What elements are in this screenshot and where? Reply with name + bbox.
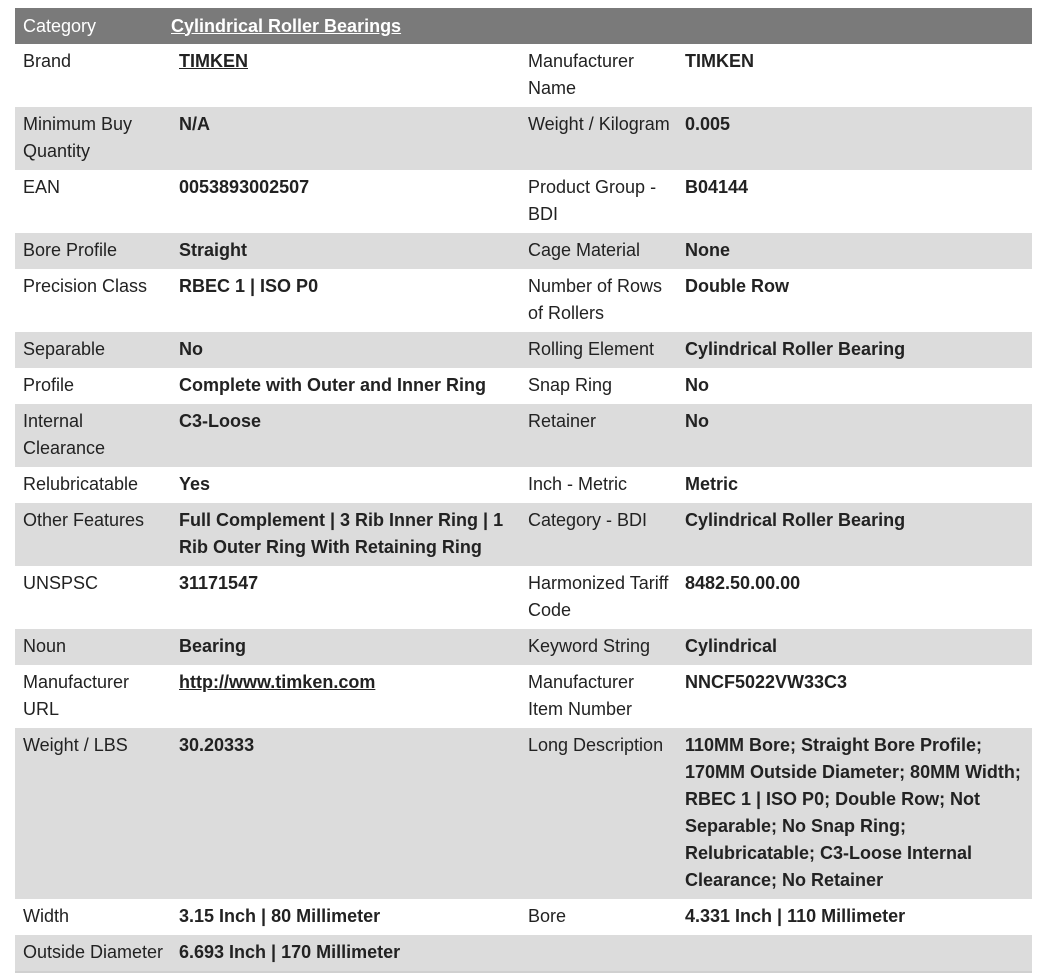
- spec-value: 30.20333: [179, 735, 255, 755]
- spec-label: Long Description: [528, 735, 664, 755]
- spec-label: Manufacturer URL: [23, 672, 130, 719]
- spec-label: Retainer: [528, 411, 597, 431]
- category-label: Category: [23, 15, 97, 36]
- spec-value: Yes: [179, 474, 211, 494]
- spec-label: Minimum Buy Quantity: [23, 114, 133, 161]
- spec-value: N/A: [179, 114, 210, 134]
- spec-value: Cylindrical Roller Bearing: [685, 339, 906, 359]
- table-row: [15, 404, 1032, 467]
- spec-value: 8482.50.00.00: [685, 573, 801, 593]
- spec-label: Product Group - BDI: [528, 177, 657, 224]
- spec-value: No: [685, 375, 709, 395]
- spec-value: RBEC 1 | ISO P0: [179, 276, 319, 296]
- table-row: [15, 233, 1032, 269]
- category-link[interactable]: Cylindrical Roller Bearings: [171, 15, 402, 36]
- spec-label: Separable: [23, 339, 106, 359]
- table-header-row: [15, 8, 1032, 44]
- spec-table: [15, 8, 1032, 973]
- table-row: [15, 170, 1032, 233]
- table-row: [15, 566, 1032, 629]
- spec-label: Bore Profile: [23, 240, 118, 260]
- table-row: [15, 665, 1032, 728]
- spec-label: Category - BDI: [528, 510, 648, 530]
- spec-value: 31171547: [179, 573, 259, 593]
- table-row: [15, 629, 1032, 665]
- spec-label: Inch - Metric: [528, 474, 628, 494]
- spec-value: 6.693 Inch | 170 Millimeter: [179, 942, 401, 962]
- spec-label: Rolling Element: [528, 339, 655, 359]
- spec-value: Cylindrical: [685, 636, 778, 656]
- spec-value: Metric: [685, 474, 739, 494]
- spec-value: Bearing: [179, 636, 247, 656]
- spec-label: Brand: [23, 51, 72, 71]
- spec-label: Noun: [23, 636, 67, 656]
- spec-label: Manufacturer Name: [528, 51, 635, 98]
- spec-label: Cage Material: [528, 240, 641, 260]
- spec-label: Profile: [23, 375, 75, 395]
- spec-value: C3-Loose: [179, 411, 262, 431]
- spec-value: 110MM Bore; Straight Bore Profile; 170MM Outside Diameter; 80MM Width; RBEC 1 | ISO P0; Double Row; Not Separable; No Snap Ring; Relubricatable; C3-Loose Internal Clearance; No Retainer: [685, 735, 1021, 890]
- spec-label: Number of Rows of Rollers: [528, 276, 663, 323]
- spec-value: No: [179, 339, 203, 359]
- spec-label: Manufacturer Item Number: [528, 672, 635, 719]
- spec-value: Complete with Outer and Inner Ring: [179, 375, 487, 395]
- table-row: [15, 503, 1032, 566]
- table-row: [15, 269, 1032, 332]
- spec-value: Double Row: [685, 276, 789, 296]
- table-row: [15, 935, 1032, 971]
- table-row: [15, 728, 1032, 899]
- spec-label: Bore: [528, 906, 567, 926]
- spec-value: NNCF5022VW33C3: [685, 672, 848, 692]
- spec-label: Harmonized Tariff Code: [528, 573, 669, 620]
- spec-label: Internal Clearance: [23, 411, 106, 458]
- spec-value: 0.005: [685, 114, 731, 134]
- spec-label: Width: [23, 906, 70, 926]
- spec-label: Precision Class: [23, 276, 148, 296]
- spec-value: No: [685, 411, 709, 431]
- manufacturer-url-link[interactable]: http://www.timken.com: [179, 672, 376, 692]
- spec-value: Cylindrical Roller Bearing: [685, 510, 906, 530]
- spec-label: UNSPSC: [23, 573, 99, 593]
- table-row: [15, 467, 1032, 503]
- table-row: [15, 332, 1032, 368]
- spec-value: 4.331 Inch | 110 Millimeter: [685, 906, 906, 926]
- spec-value: Straight: [179, 240, 248, 260]
- spec-value: 3.15 Inch | 80 Millimeter: [179, 906, 381, 926]
- table-row: [15, 107, 1032, 170]
- spec-value: Full Complement | 3 Rib Inner Ring | 1 Rib Outer Ring With Retaining Ring: [179, 510, 504, 557]
- table-row: [15, 368, 1032, 404]
- spec-value: TIMKEN: [685, 51, 754, 71]
- spec-label: Snap Ring: [528, 375, 613, 395]
- spec-label: Other Features: [23, 510, 145, 530]
- spec-label: Outside Diameter: [23, 942, 164, 962]
- spec-label: Relubricatable: [23, 474, 139, 494]
- brand-link[interactable]: TIMKEN: [179, 51, 248, 71]
- spec-label: Keyword String: [528, 636, 651, 656]
- table-row: [15, 899, 1032, 935]
- spec-label: Weight / LBS: [23, 735, 128, 755]
- spec-label: EAN: [23, 177, 61, 197]
- table-row: [15, 44, 1032, 107]
- spec-value: B04144: [685, 177, 749, 197]
- spec-value: None: [685, 240, 730, 260]
- spec-value: 0053893002507: [179, 177, 310, 197]
- spec-label: Weight / Kilogram: [528, 114, 670, 134]
